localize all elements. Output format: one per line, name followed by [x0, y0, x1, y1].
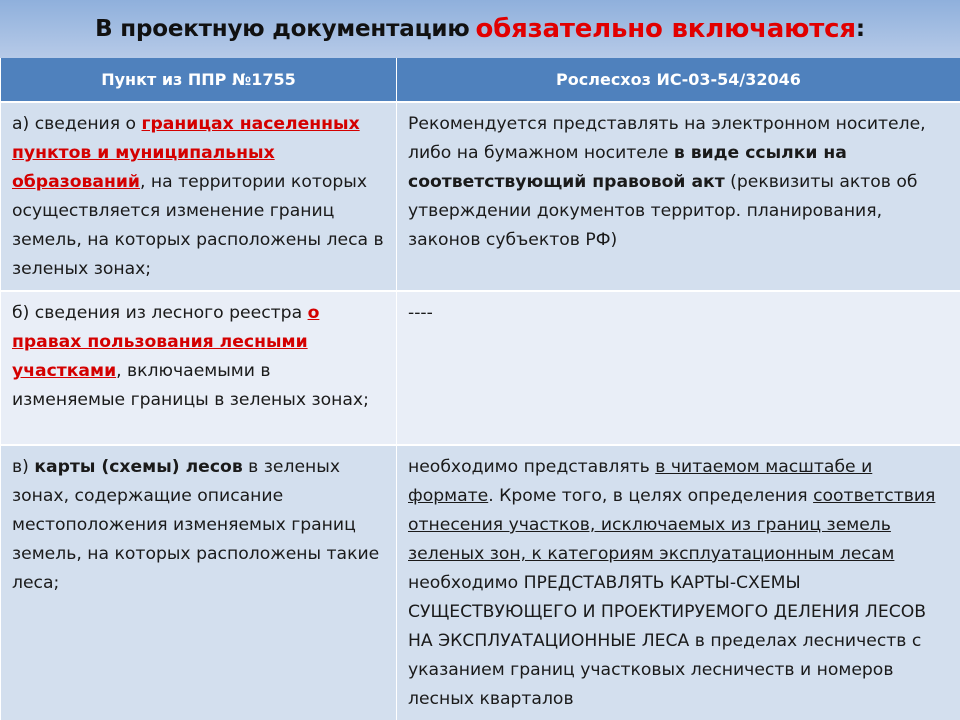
row-a-left-cell — [1, 102, 397, 291]
slide-title — [0, 0, 960, 58]
title-suffix: : — [855, 16, 865, 42]
row-a-left-text: а) сведения о — [12, 114, 142, 134]
row-a-left-emphasis: границах населенных пунктов и муниципальных образований — [12, 114, 360, 192]
row-a-right-text: Рекомендуется представлять на электронном носителе, либо на бумажном носителе — [408, 114, 926, 163]
row-c-right-underline-1: в читаемом масштабе и формате — [408, 457, 873, 506]
header-rosleshoz: Рослесхоз ИС-03-54/32046 — [397, 58, 960, 102]
row-c-right-cell — [397, 445, 960, 720]
row-a-left-text-end: , на территории которых осуществляется изменение границ земель, на которых расположены леса в зеленых зонах; — [12, 172, 384, 279]
row-b-left-cell — [1, 291, 397, 445]
row-c-right-text-3: необходимо ПРЕДСТАВЛЯТЬ КАРТЫ-СХЕМЫ СУЩЕСТВУЮЩЕГО И ПРОЕКТИРУЕМОГО ДЕЛЕНИЯ ЛЕСОВ НА ЭКСПЛУАТАЦИОННЫЕ ЛЕСА в пределах лесничеств с указанием границ участковых лесничеств и номеров лесных кварталов — [408, 573, 927, 709]
table-row — [1, 291, 960, 445]
table-row — [1, 445, 960, 720]
table-row — [1, 102, 960, 291]
table-header-row — [1, 58, 960, 102]
row-b-right-cell — [397, 291, 960, 445]
row-c-left-text-end: в зеленых зонах, содержащие описание местоположения изменяемых границ земель, на которых расположены такие леса; — [12, 457, 380, 593]
row-b-left-emphasis: о правах пользования лесными участками — [12, 303, 320, 381]
row-a-right-text-end: (реквизиты актов об утверждении документов территор. планирования, законов субъектов РФ) — [408, 172, 918, 250]
row-c-left-emphasis: карты (схемы) лесов — [34, 457, 243, 477]
row-c-left-text: в) — [12, 457, 35, 477]
row-c-right-text: необходимо представлять — [408, 457, 656, 477]
row-b-right-text: ---- — [408, 303, 433, 323]
row-c-right-underline-2: соответствия отнесения участков, исключаемых из границ земель зеленых зон, к категориям эксплуатационным лесам — [408, 486, 936, 564]
row-b-left-text-end: , включаемыми в изменяемые границы в зеленых зонах; — [12, 361, 369, 410]
title-highlight: обязательно включаются — [475, 14, 856, 44]
header-ppr-item: Пункт из ППР №1755 — [1, 58, 397, 102]
row-c-right-text-2: . Кроме того, в целях определения — [488, 486, 814, 506]
row-b-left-text: б) сведения из лесного реестра — [12, 303, 308, 323]
title-prefix: В проектную документацию — [95, 16, 470, 42]
row-a-right-cell — [397, 102, 960, 291]
row-a-right-emphasis: в виде ссылки на соответствующий правовой акт — [408, 143, 847, 192]
row-c-left-cell — [1, 445, 397, 720]
comparison-table — [0, 58, 960, 720]
